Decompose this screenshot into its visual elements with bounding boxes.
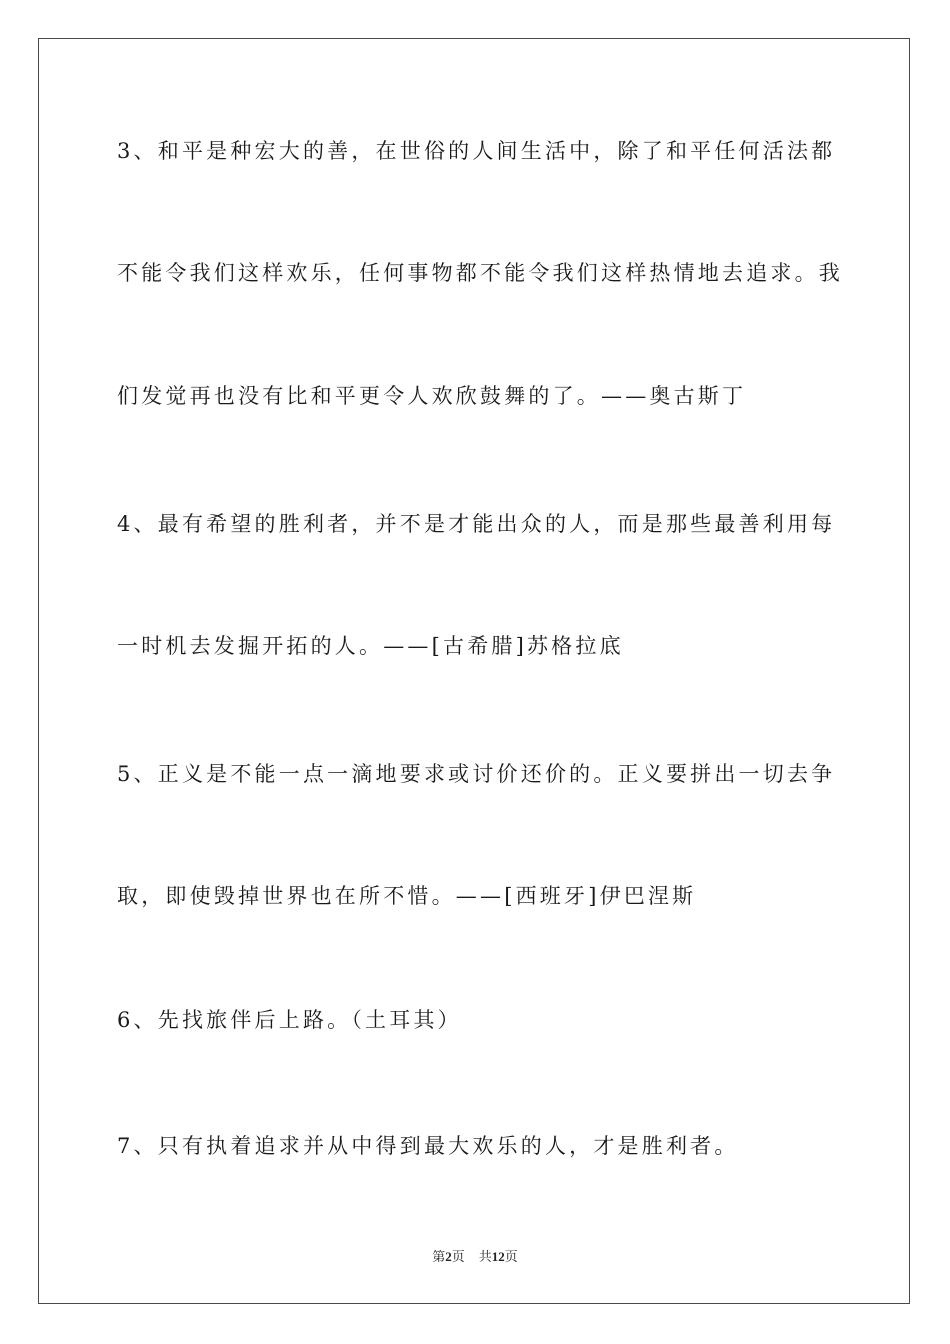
page-footer (0, 1246, 950, 1265)
text-line-2: 不能令我们这样欢乐，任何事物都不能令我们这样热情地去追求。我 (117, 261, 843, 285)
page-border (38, 38, 910, 1304)
text-line-4: 4、最有希望的胜利者，并不是才能出众的人，而是那些最善利用每 (117, 512, 836, 536)
text-line-9: 7、只有执着追求并从中得到最大欢乐的人，才是胜利者。 (117, 1134, 739, 1158)
text-line-5: 一时机去发掘开拓的人。——[古希腊]苏格拉底 (117, 634, 624, 658)
text-line-6: 5、正义是不能一点一滴地要求或讨价还价的。正义要拼出一切去争 (117, 762, 836, 786)
text-line-3: 们发觉再也没有比和平更令人欢欣鼓舞的了。——奥古斯丁 (117, 384, 747, 408)
page-number-prefix: 第 (432, 1250, 446, 1265)
page-number-total: 12 (491, 1249, 505, 1264)
page-total-prefix: 共 (478, 1250, 492, 1265)
text-line-7: 取，即使毁掉世界也在所不惜。——[西班牙]伊巴涅斯 (117, 884, 697, 908)
text-line-1: 3、和平是种宏大的善，在世俗的人间生活中，除了和平任何活法都 (117, 139, 836, 163)
page-total-suffix: 页 (504, 1250, 518, 1265)
page-number-suffix: 页 (451, 1250, 465, 1265)
text-line-8: 6、先找旅伴后上路。（土耳其） (117, 1008, 462, 1032)
page-number-current: 2 (445, 1249, 452, 1264)
